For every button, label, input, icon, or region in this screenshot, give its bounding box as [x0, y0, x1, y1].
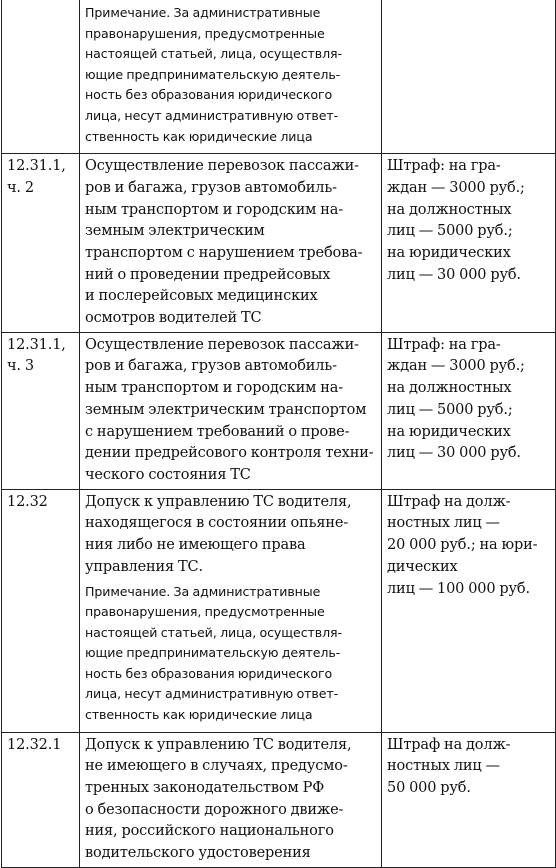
penalty-line: Штраф: на гра-	[387, 336, 501, 353]
description-line: земным электрическим транспортом	[85, 401, 367, 418]
note-line: лица, несут административную ответ-	[85, 107, 339, 123]
description-line: Допуск к управлению ТС водителя,	[85, 493, 352, 510]
description-line: находящегося в состоянии опьяне-	[85, 515, 349, 532]
note-line: лица, несут административную ответ-	[85, 686, 339, 702]
description-line: ческого состояния ТС	[85, 467, 251, 483]
penalty-line: ждан — 3000 руб.;	[387, 179, 525, 196]
note-line: Примечание. За административные	[85, 5, 321, 20]
note-text	[85, 3, 377, 147]
description-cell	[80, 0, 382, 154]
table-row	[2, 154, 556, 333]
description-line: ным транспортом и городским на-	[85, 201, 343, 218]
penalty-line: лиц — 30 000 руб.	[387, 445, 521, 462]
description-line: управления ТС.	[85, 558, 203, 575]
description-line: ний о проведении предрейсовых	[85, 266, 331, 283]
penalty-line: на юридических	[387, 244, 511, 261]
note-line: правонарушения, предусмотренные	[85, 604, 325, 620]
description-line: не имеющего в случаях, предусмо-	[85, 758, 348, 775]
penalties-table	[1, 0, 556, 868]
penalty-line: на должностных	[387, 201, 512, 218]
table-row	[2, 0, 556, 154]
penalty-cell	[382, 489, 556, 732]
penalty-line: лиц — 5000 руб.;	[387, 401, 513, 418]
description-line: ния, российского национального	[85, 823, 334, 840]
article-cell	[2, 489, 80, 732]
penalty-line: лиц — 30 000 руб.	[387, 266, 521, 283]
penalty-line: 20 000 руб.; на юри-	[387, 537, 538, 554]
article-number: 12.31.1,	[7, 158, 66, 175]
description-line: о безопасности дорожного движе-	[85, 801, 344, 818]
description-line: Осуществление перевозок пассажи-	[85, 336, 359, 353]
article-part: ч. 3	[7, 358, 34, 375]
penalty-line: на юридических	[387, 423, 511, 440]
penalty-cell	[382, 332, 556, 489]
description-line: тренных законодательством РФ	[85, 780, 325, 797]
description-line: ров и багажа, грузов автомобиль-	[85, 358, 337, 375]
note-line: ность без образования юридического	[85, 665, 333, 681]
note-line: правонарушения, предусмотренные	[85, 25, 325, 41]
table-row	[2, 332, 556, 489]
article-part: ч. 2	[7, 179, 34, 196]
description-line: земным электрическим	[85, 223, 265, 240]
penalty-line: ждан — 3000 руб.;	[387, 358, 525, 375]
description-line: и послерейсовых медицинских	[85, 288, 318, 305]
penalty-line: лиц — 5000 руб.;	[387, 223, 513, 240]
note-line: ность без образования юридического	[85, 87, 333, 103]
penalty-cell	[382, 154, 556, 333]
description-line: осмотров водителей ТС	[85, 310, 262, 327]
description-line: водительского удостоверения	[85, 845, 311, 862]
article-number: 12.32	[7, 493, 48, 510]
penalty-line: 50 000 руб.	[387, 780, 471, 797]
note-line: ственность как юридические лица	[85, 707, 313, 723]
article-cell	[2, 332, 80, 489]
description-cell	[80, 332, 382, 489]
penalty-line: ностных лиц —	[387, 515, 500, 532]
penalty-line: лиц — 100 000 руб.	[387, 580, 530, 597]
description-line: Осуществление перевозок пассажи-	[85, 158, 359, 175]
description-line: ным транспортом и городским на-	[85, 380, 343, 397]
description-line: с нарушением требований о прове-	[85, 423, 350, 440]
description-cell	[80, 732, 382, 867]
penalty-cell	[382, 732, 556, 867]
penalty-line: Штраф на долж-	[387, 736, 511, 753]
article-cell	[2, 0, 80, 154]
penalty-line: Штраф на долж-	[387, 493, 511, 510]
penalty-line: ностных лиц —	[387, 758, 500, 775]
penalty-line: на должностных	[387, 380, 512, 397]
note-line: настоящей статьей, лица, осуществля-	[85, 46, 342, 62]
penalty-line: дических	[387, 558, 458, 575]
article-number: 12.31.1,	[7, 336, 66, 353]
penalty-line: Штраф: на гра-	[387, 158, 501, 175]
note-line: ющие предпринимательскую деятель-	[85, 66, 341, 82]
article-cell	[2, 732, 80, 867]
note-line: ственность как юридические лица	[85, 128, 313, 144]
article-number: 12.32.1	[7, 736, 62, 753]
description-cell	[80, 154, 382, 333]
note-line: Примечание. За административные	[85, 583, 321, 599]
table-row	[2, 732, 556, 867]
note-line: ющие предпринимательскую деятель-	[85, 645, 341, 661]
description-line: ров и багажа, грузов автомобиль-	[85, 179, 337, 196]
article-cell	[2, 154, 80, 333]
description-cell	[80, 489, 382, 732]
description-line: транспортом с нарушением требова-	[85, 244, 363, 261]
table-row	[2, 489, 556, 732]
penalty-cell	[382, 0, 556, 154]
description-line: дении предрейсового контроля техни-	[85, 445, 374, 462]
note-line: настоящей статьей, лица, осуществля-	[85, 624, 342, 640]
description-line: ния либо не имеющего права	[85, 537, 306, 554]
note-text	[85, 582, 377, 726]
description-line: Допуск к управлению ТС водителя,	[85, 736, 352, 753]
